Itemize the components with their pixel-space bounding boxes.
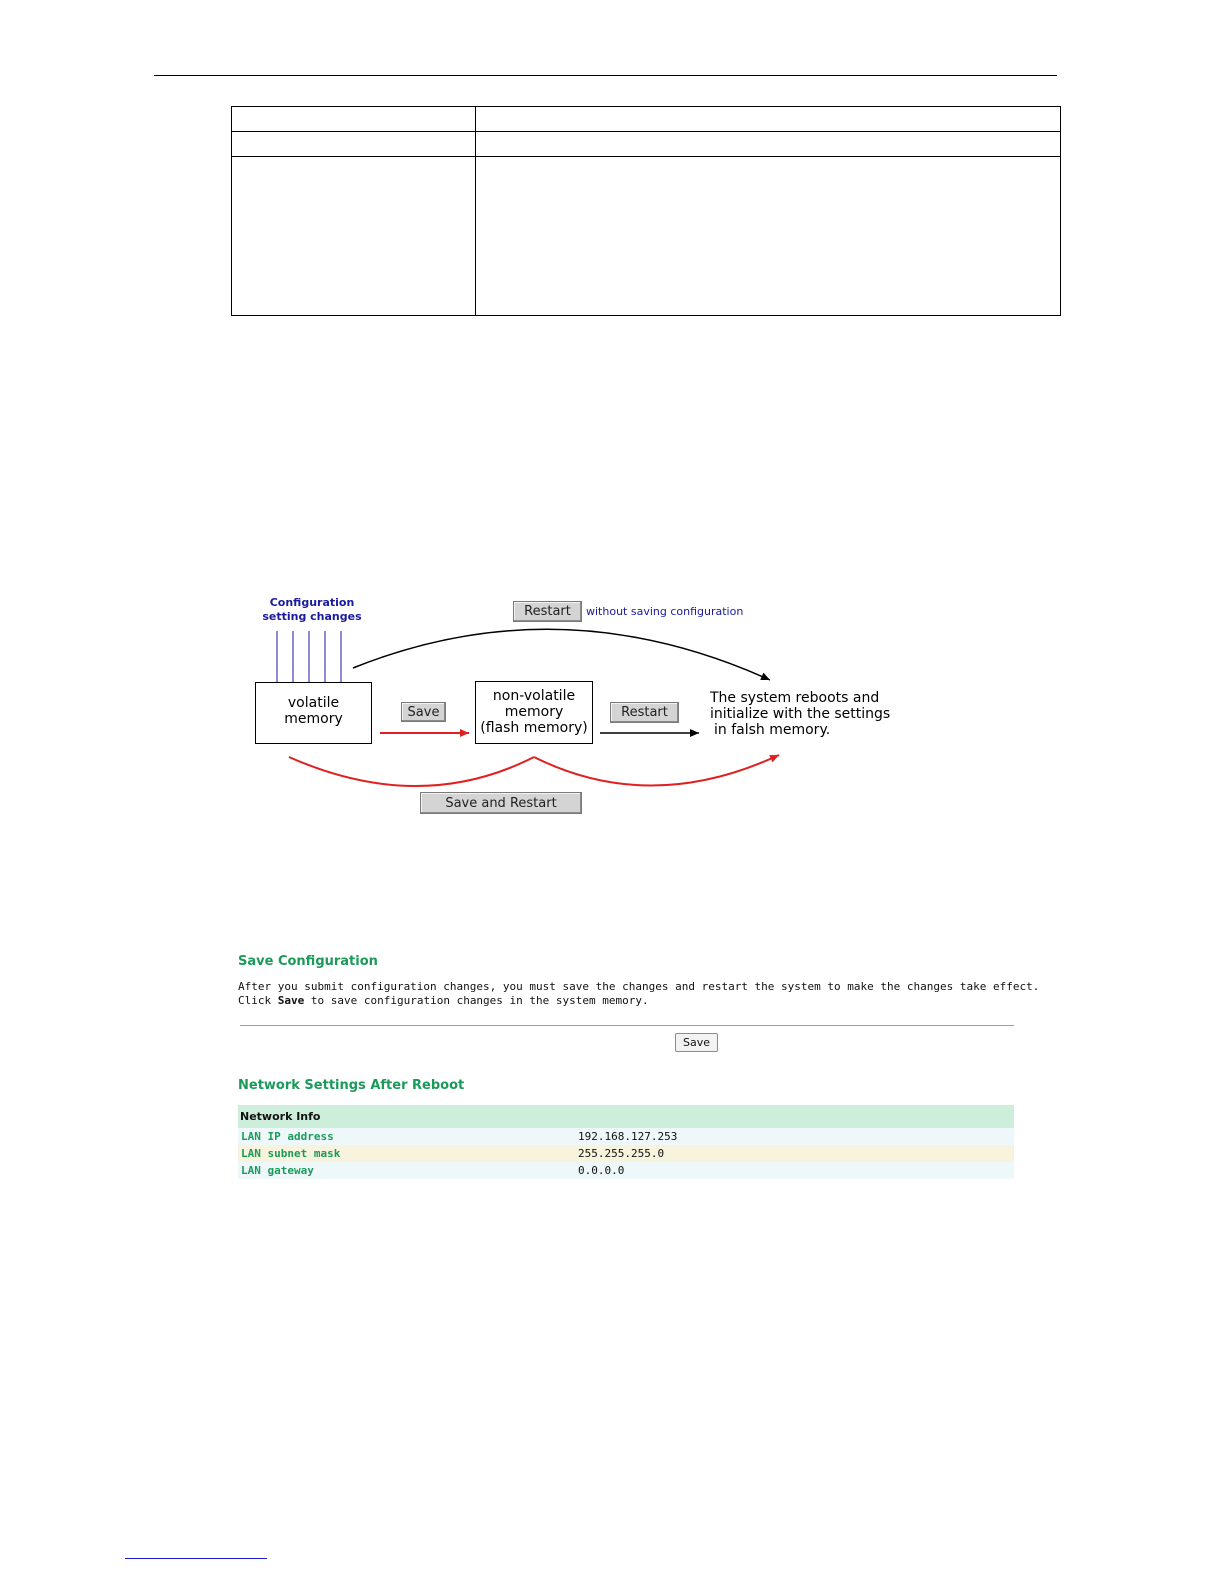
save-configuration-title: Save Configuration — [238, 954, 378, 969]
config-label-line2: setting changes — [262, 610, 362, 623]
lan-ip-label: LAN IP address — [241, 1130, 334, 1143]
save-config-description — [238, 980, 1039, 1008]
network-settings-title: Network Settings After Reboot — [238, 1078, 465, 1093]
description-line2 — [238, 994, 1039, 1008]
description-save-bold: Save — [277, 994, 305, 1007]
save-button-label: Save — [682, 1036, 710, 1049]
table-row — [238, 1162, 1014, 1179]
save-diagram-label: Save — [407, 704, 440, 720]
restart-arc-arrow — [353, 629, 770, 680]
table-row — [238, 1145, 1014, 1162]
lan-gateway-value: 0.0.0.0 — [578, 1164, 625, 1177]
nonvolatile-memory-box — [475, 681, 593, 744]
lan-ip-value: 192.168.127.253 — [578, 1130, 678, 1143]
nonvolatile-line2: memory — [504, 704, 564, 720]
description-click: Click — [238, 994, 278, 1007]
volatile-memory-box — [255, 682, 372, 744]
save-and-restart-label: Save and Restart — [445, 795, 557, 811]
save-button[interactable] — [675, 1033, 718, 1052]
reboot-description — [710, 690, 890, 738]
reboot-line2: initialize with the settings — [710, 706, 891, 722]
lan-subnet-value: 255.255.255.0 — [578, 1147, 665, 1160]
config-changes-label — [260, 596, 364, 624]
footer-link-rule — [125, 1558, 267, 1559]
reboot-line3: in falsh memory. — [714, 722, 831, 738]
table-row — [238, 1128, 1014, 1145]
volatile-line1: volatile — [287, 695, 340, 711]
save-diagram-button — [401, 702, 446, 722]
save-section-divider — [240, 1025, 1014, 1026]
nonvolatile-line3: (flash memory) — [480, 720, 588, 736]
reboot-line1: The system reboots and — [710, 690, 880, 706]
restart-diagram-button — [610, 702, 679, 723]
save-restart-arc-right — [534, 755, 779, 786]
save-restart-arc-left — [289, 757, 534, 786]
restart-top-label: Restart — [524, 604, 571, 619]
description-line1: After you submit configuration changes, you must save the changes and restart the system to make the changes take effect. — [238, 980, 1040, 993]
description-rest: to save configuration changes in the system memory. — [304, 994, 649, 1007]
nonvolatile-line1: non-volatile — [492, 688, 576, 704]
config-label-line1: Configuration — [269, 596, 355, 609]
volatile-line2: memory — [284, 711, 343, 727]
save-and-restart-diagram-button — [420, 792, 582, 814]
restart-diagram-label: Restart — [621, 705, 668, 720]
network-info-header — [238, 1105, 1014, 1128]
restart-top-button — [513, 601, 582, 622]
without-saving-label: without saving configuration — [586, 605, 744, 618]
lan-gateway-label: LAN gateway — [241, 1164, 314, 1177]
lan-subnet-label: LAN subnet mask — [241, 1147, 341, 1160]
network-info-header-label: Network Info — [240, 1110, 321, 1123]
